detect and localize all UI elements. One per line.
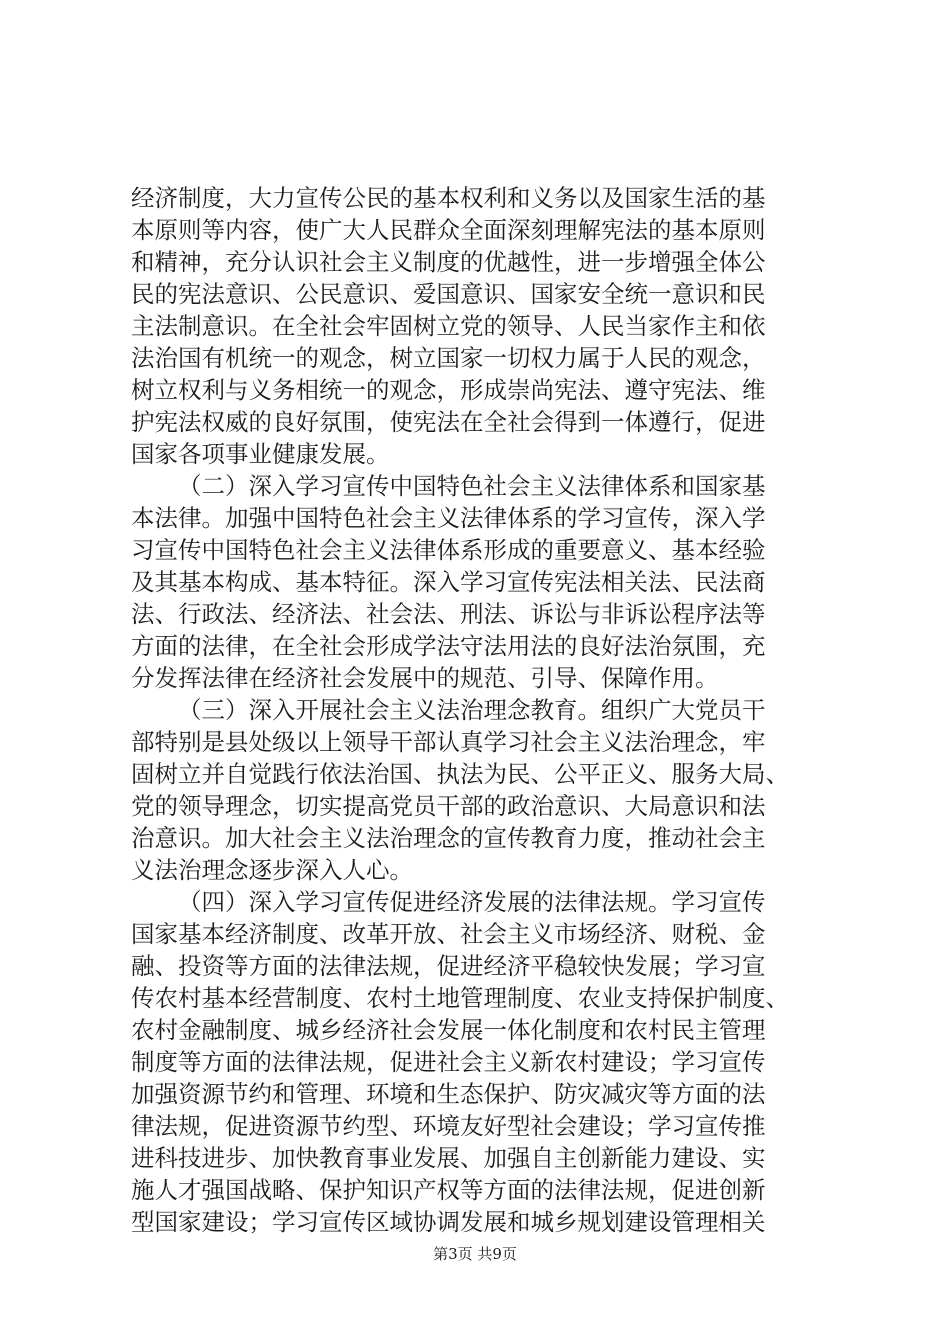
body-text-line: 部特别是县处级以上领导干部认真学习社会主义法治理念，牢 <box>131 728 766 756</box>
page-number-footer: 第3页 共9页 <box>433 1245 517 1263</box>
body-text-line: 融、投资等方面的法律法规，促进经济平稳较快发展；学习宣 <box>131 952 766 980</box>
body-text-line: 经济制度，大力宣传公民的基本权利和义务以及国家生活的基 <box>131 184 766 212</box>
body-text-line: 方面的法律，在全社会形成学法守法用法的良好法治氛围，充 <box>131 632 766 660</box>
body-text-line: 国家基本经济制度、改革开放、社会主义市场经济、财税、金 <box>131 920 766 948</box>
body-text-line: 及其基本构成、基本特征。深入学习宣传宪法相关法、民法商 <box>131 568 766 596</box>
body-text-line: 义法治理念逐步深入人心。 <box>131 856 413 884</box>
body-text-line: 治意识。加大社会主义法治理念的宣传教育力度，推动社会主 <box>131 824 766 852</box>
body-text-line: 法治国有机统一的观念，树立国家一切权力属于人民的观念， <box>131 344 766 372</box>
body-text-line: 习宣传中国特色社会主义法律体系形成的重要意义、基本经验 <box>131 536 766 564</box>
body-text-line: 和精神，充分认识社会主义制度的优越性，进一步增强全体公 <box>131 248 766 276</box>
body-text-line: 国家各项事业健康发展。 <box>131 440 390 468</box>
body-text-line: 主法制意识。在全社会牢固树立党的领导、人民当家作主和依 <box>131 312 766 340</box>
body-text-line: 本法律。加强中国特色社会主义法律体系的学习宣传，深入学 <box>131 504 766 532</box>
body-text-line: 型国家建设；学习宣传区域协调发展和城乡规划建设管理相关 <box>131 1208 766 1236</box>
body-text-line: 进科技进步、加快教育事业发展、加强自主创新能力建设、实 <box>131 1144 766 1172</box>
body-text-line: 本原则等内容，使广大人民群众全面深刻理解宪法的基本原则 <box>131 216 766 244</box>
body-text-line: 固树立并自觉践行依法治国、执法为民、公平正义、服务大局、 <box>131 760 789 788</box>
body-text-line: 制度等方面的法律法规，促进社会主义新农村建设；学习宣传 <box>131 1048 766 1076</box>
body-text-line: 法、行政法、经济法、社会法、刑法、诉讼与非诉讼程序法等 <box>131 600 766 628</box>
body-text-line: 党的领导理念，切实提高党员干部的政治意识、大局意识和法 <box>131 792 766 820</box>
body-text-line: 律法规，促进资源节约型、环境友好型社会建设；学习宣传推 <box>131 1112 766 1140</box>
body-text-line: 传农村基本经营制度、农村土地管理制度、农业支持保护制度、 <box>131 984 789 1012</box>
body-text-line: 农村金融制度、城乡经济社会发展一体化制度和农村民主管理 <box>131 1016 766 1044</box>
body-text-line: 护宪法权威的良好氛围，使宪法在全社会得到一体遵行，促进 <box>131 408 766 436</box>
body-text-line: 树立权利与义务相统一的观念，形成崇尚宪法、遵守宪法、维 <box>131 376 766 404</box>
body-text-line: 民的宪法意识、公民意识、爱国意识、国家安全统一意识和民 <box>131 280 766 308</box>
body-text-line: 分发挥法律在经济社会发展中的规范、引导、保障作用。 <box>131 664 719 692</box>
section-heading-line: （二）深入学习宣传中国特色社会主义法律体系和国家基 <box>178 472 766 500</box>
section-heading-line: （四）深入学习宣传促进经济发展的法律法规。学习宣传 <box>178 888 766 916</box>
section-heading-line: （三）深入开展社会主义法治理念教育。组织广大党员干 <box>178 696 766 724</box>
body-text-line: 施人才强国战略、保护知识产权等方面的法律法规，促进创新 <box>131 1176 766 1204</box>
body-text-line: 加强资源节约和管理、环境和生态保护、防灾减灾等方面的法 <box>131 1080 766 1108</box>
